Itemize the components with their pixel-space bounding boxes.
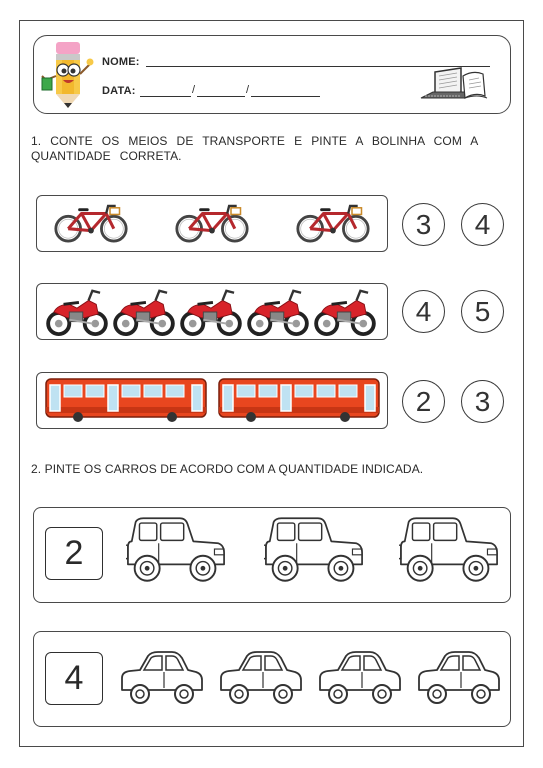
motorcycle-icon <box>46 287 108 337</box>
answer-option-5[interactable]: 5 <box>461 290 504 333</box>
quantity-box: 4 <box>45 652 103 705</box>
exercise2-instruction: 2. PINTE OS CARROS DE ACORDO COM A QUANTIDADE INDICADA. <box>31 462 424 476</box>
date-label: DATA: <box>102 85 136 97</box>
bus-icon <box>44 377 208 423</box>
name-field[interactable] <box>146 66 490 67</box>
bicycle-icon <box>53 200 129 246</box>
motorcycle-icon <box>180 287 242 337</box>
motorcycle-icon <box>113 287 175 337</box>
exercise1-instruction: 1. CONTE OS MEIOS DE TRANSPORTE E PINTE A BOLINHA COM A QUANTIDADE CORRETA. <box>31 134 478 163</box>
jeep-outline-icon[interactable] <box>399 516 499 584</box>
jeep-outline-icon[interactable] <box>264 516 364 584</box>
answer-option-4[interactable]: 4 <box>461 203 504 246</box>
jeep-row-box <box>33 507 511 603</box>
date-separator: / <box>246 84 250 96</box>
car-row-box <box>33 631 511 727</box>
answer-option-4[interactable]: 4 <box>402 290 445 333</box>
bicycle-icon <box>174 200 250 246</box>
jeep-outline-icon[interactable] <box>126 516 226 584</box>
car-outline-icon[interactable] <box>415 650 501 708</box>
motorcycle-row-box <box>36 283 388 340</box>
pencil-mascot-icon <box>40 40 96 108</box>
motorcycle-icon <box>314 287 376 337</box>
motorcycle-icon <box>247 287 309 337</box>
date-day-field[interactable] <box>140 96 191 97</box>
car-outline-icon[interactable] <box>217 650 303 708</box>
quantity-box: 2 <box>45 527 103 580</box>
answer-option-3[interactable]: 3 <box>402 203 445 246</box>
name-label: NOME: <box>102 56 140 68</box>
date-month-field[interactable] <box>197 96 245 97</box>
bus-icon <box>217 377 381 423</box>
date-separator: / <box>192 84 196 96</box>
date-year-field[interactable] <box>251 96 320 97</box>
bicycle-row-box <box>36 195 388 252</box>
bicycle-icon <box>295 200 371 246</box>
laptop-book-icon <box>421 68 489 104</box>
bus-row-box <box>36 372 388 429</box>
car-outline-icon[interactable] <box>118 650 204 708</box>
answer-option-2[interactable]: 2 <box>402 380 445 423</box>
car-outline-icon[interactable] <box>316 650 402 708</box>
answer-option-3[interactable]: 3 <box>461 380 504 423</box>
